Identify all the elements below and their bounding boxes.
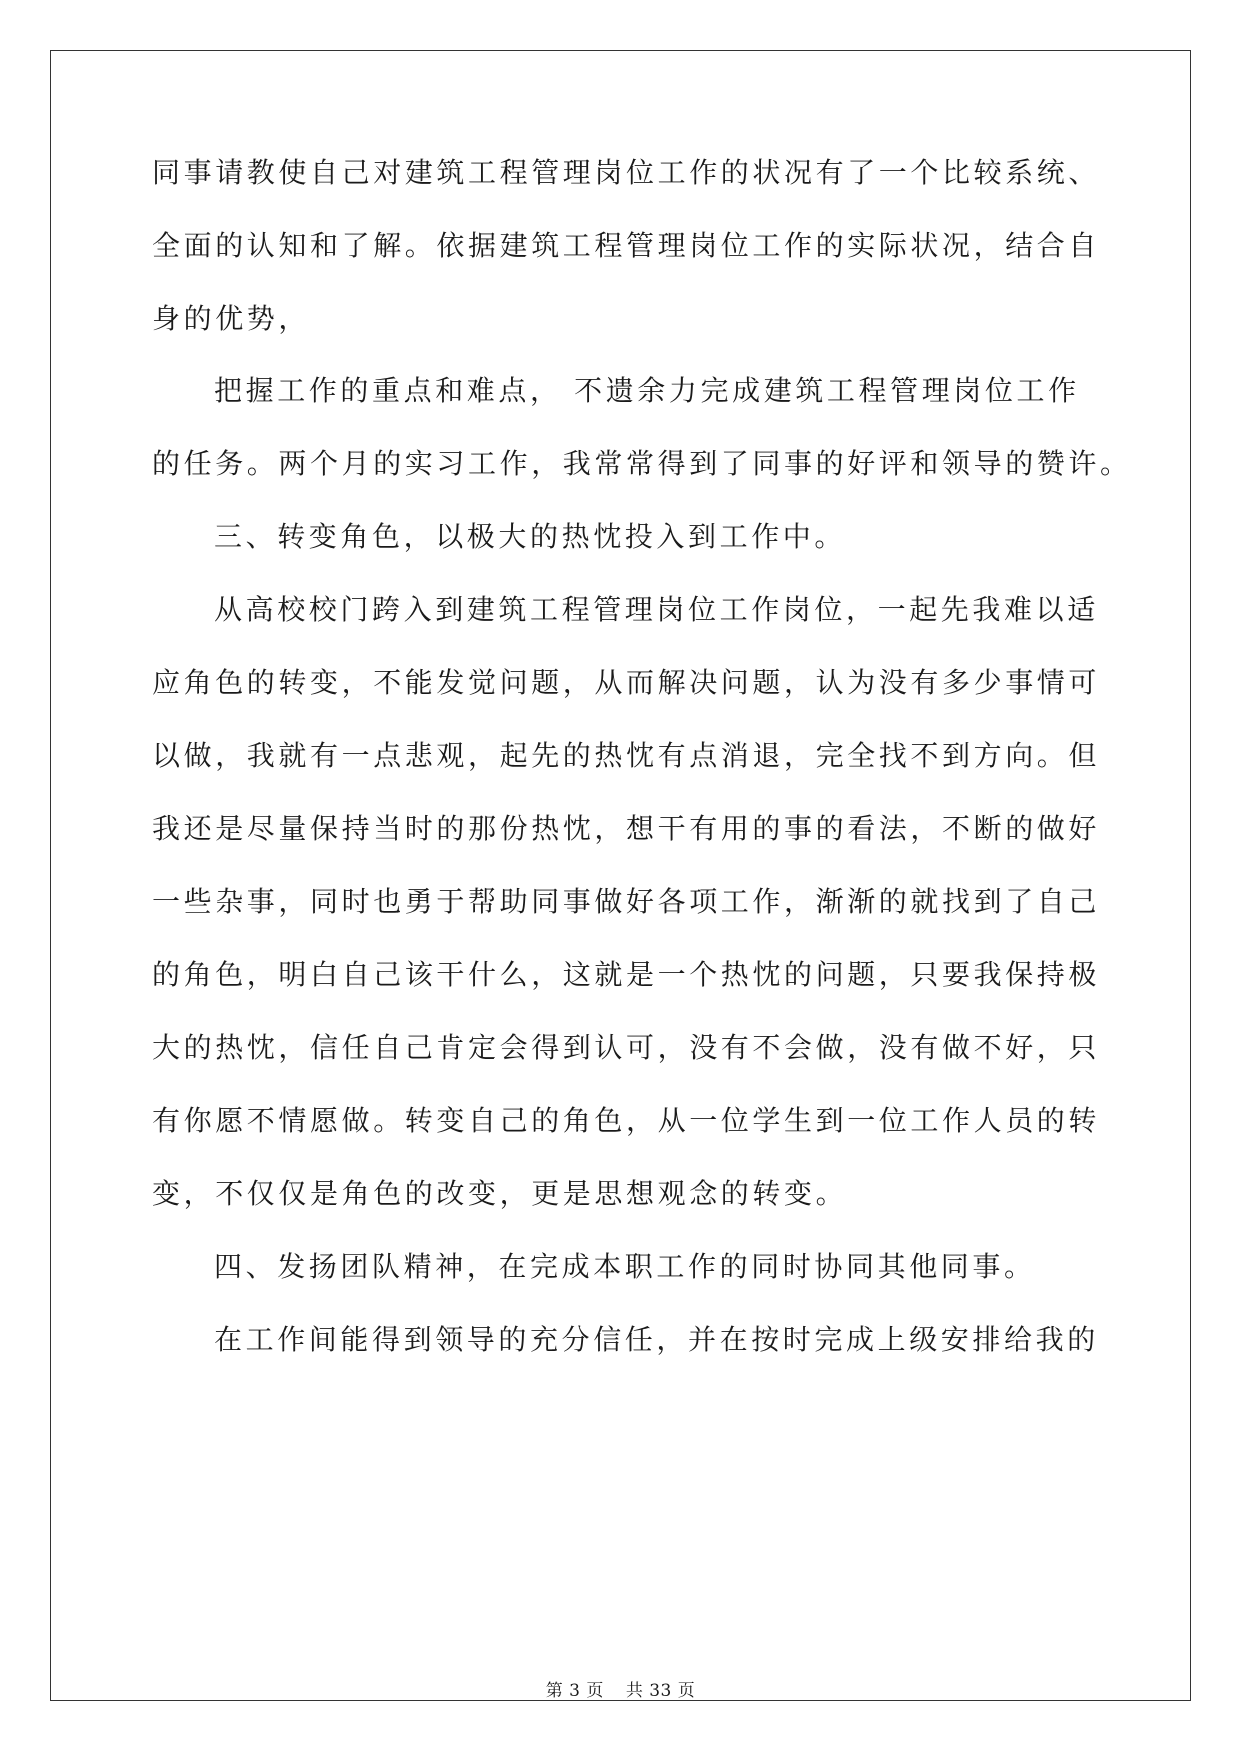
text-line: 从高校校门跨入到建筑工程管理岗位工作岗位，一起先我难以适 <box>214 593 1099 626</box>
text-line: 的任务。两个月的实习工作，我常常得到了同事的好评和领导的赞许。 <box>152 447 1132 480</box>
text-line: 同事请教使自己对建筑工程管理岗位工作的状况有了一个比较系统、 <box>152 156 1101 189</box>
text-line: 我还是尽量保持当时的那份热忱，想干有用的事的看法，不断的做好 <box>152 812 1101 845</box>
text-line: 应角色的转变，不能发觉问题，从而解决问题，认为没有多少事情可 <box>152 666 1101 699</box>
text-line: 以做，我就有一点悲观，起先的热忱有点消退，完全找不到方向。但 <box>152 739 1101 772</box>
text-line: 在工作间能得到领导的充分信任，并在按时完成上级安排给我的 <box>214 1323 1099 1356</box>
page-total: 共 33 页 <box>625 1681 696 1701</box>
page-number: 第 3 页 <box>545 1681 604 1701</box>
page-footer <box>0 1679 1241 1703</box>
page-border <box>50 50 1191 1701</box>
text-line: 有你愿不情愿做。转变自己的角色，从一位学生到一位工作人员的转 <box>152 1104 1101 1137</box>
section-heading: 四、发扬团队精神，在完成本职工作的同时协同其他同事。 <box>214 1250 1036 1283</box>
section-heading: 三、转变角色，以极大的热忱投入到工作中。 <box>214 520 847 553</box>
text-line: 全面的认知和了解。依据建筑工程管理岗位工作的实际状况，结合自 <box>152 229 1101 262</box>
text-line: 身的优势， <box>152 302 311 335</box>
text-line: 大的热忱，信任自己肯定会得到认可，没有不会做，没有做不好，只 <box>152 1031 1101 1064</box>
text-line: 的角色，明白自己该干什么，这就是一个热忱的问题，只要我保持极 <box>152 958 1101 991</box>
text-line: 一些杂事，同时也勇于帮助同事做好各项工作，渐渐的就找到了自己 <box>152 885 1101 918</box>
text-line: 把握工作的重点和难点， 不遗余力完成建筑工程管理岗位工作 <box>214 374 1080 407</box>
text-line: 变，不仅仅是角色的改变，更是思想观念的转变。 <box>152 1177 848 1210</box>
